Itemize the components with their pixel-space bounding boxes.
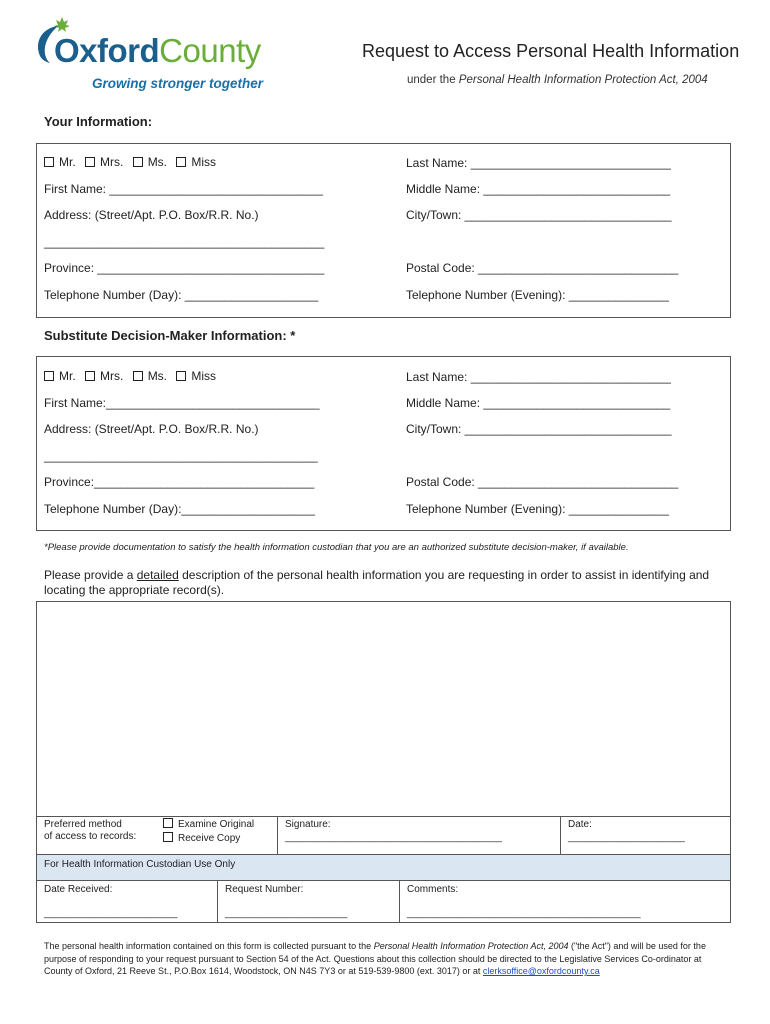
province-field[interactable]: Province: __________________________________ — [44, 261, 325, 275]
checkbox-ms[interactable] — [133, 157, 143, 167]
address-label: Address: (Street/Apt. P.O. Box/R.R. No.) — [44, 208, 259, 222]
middle-name-field[interactable]: Middle Name: ____________________________ — [406, 182, 671, 196]
telephone-day-field[interactable]: Telephone Number (Day): ____________________ — [44, 288, 319, 302]
postal-code-field[interactable]: Postal Code: ______________________________ — [406, 261, 679, 275]
first-name-field[interactable]: First Name: ________________________________ — [44, 182, 323, 196]
sdm-address-field[interactable]: _________________________________________ — [44, 449, 318, 463]
description-textarea[interactable] — [37, 602, 730, 816]
checkbox-mr[interactable] — [44, 157, 54, 167]
access-options: Examine Original Receive Copy — [163, 818, 254, 845]
comments-label: Comments: — [407, 884, 459, 895]
address-field[interactable]: __________________________________________ — [44, 235, 325, 249]
sdm-first-name-field[interactable]: First Name:________________________________ — [44, 396, 320, 410]
sdm-province-field[interactable]: Province:_________________________________ — [44, 475, 315, 489]
divider — [399, 881, 400, 923]
sdm-last-name-field[interactable]: Last Name: ______________________________ — [406, 370, 671, 384]
date-field[interactable]: _____________________ — [568, 832, 685, 843]
receive-copy-checkbox[interactable] — [163, 832, 173, 842]
signature-label: Signature: — [285, 819, 331, 830]
sdm-city-field[interactable]: City/Town: _______________________________ — [406, 422, 672, 436]
sdm-telephone-day-field[interactable]: Telephone Number (Day):____________________ — [44, 502, 315, 516]
last-name-field[interactable]: Last Name: ______________________________ — [406, 156, 671, 170]
divider — [36, 816, 731, 817]
examine-original-checkbox[interactable] — [163, 818, 173, 828]
form-subtitle: under the Personal Health Information Protection Act, 2004 — [407, 74, 708, 86]
checkbox-miss[interactable] — [176, 157, 186, 167]
request-number-label: Request Number: — [225, 884, 304, 895]
sdm-heading: Substitute Decision-Maker Information: * — [44, 328, 296, 343]
comments-field[interactable]: __________________________________________ — [407, 908, 641, 919]
sdm-postal-code-field[interactable]: Postal Code: ______________________________ — [406, 475, 679, 489]
oxford-county-logo — [34, 16, 284, 96]
logo-tagline: Growing stronger together — [92, 76, 264, 91]
sdm-address-label: Address: (Street/Apt. P.O. Box/R.R. No.) — [44, 422, 259, 436]
sdm-telephone-evening-field[interactable]: Telephone Number (Evening): _______________ — [406, 502, 669, 516]
signature-field[interactable]: _______________________________________ — [285, 832, 502, 843]
sdm-note: *Please provide documentation to satisfy the health information custodian that you are an authorized substitute decision-maker, if available. — [44, 542, 629, 553]
checkbox-mrs[interactable] — [85, 157, 95, 167]
date-received-field[interactable]: ________________________ — [44, 908, 178, 919]
your-info-salutations: Mr. Mrs. Ms. Miss — [44, 155, 222, 169]
contact-email-link[interactable]: clerksoffice@oxfordcounty.ca — [482, 966, 600, 976]
city-field[interactable]: City/Town: _______________________________ — [406, 208, 672, 222]
date-received-label: Date Received: — [44, 884, 113, 895]
divider — [560, 816, 561, 854]
custodian-heading: For Health Information Custodian Use Only — [44, 859, 236, 870]
sdm-checkbox-mrs[interactable] — [85, 371, 95, 381]
privacy-notice: The personal health information contained on this form is collected pursuant to the Personal Health Information Protection Act, 2004 ("the Act") and will be used for the purpose of responding to your request pursuant to Section 54 of the Act. Questions about this collection should be directed to the Legislative Services Co-ordinator at County of Oxford, 21 Reeve St., P.O.Box 1614, Woodstock, ON N4S 7Y3 or at 519-539-9800 (ext. 3017) or at clerksoffice@oxfordcounty.ca — [44, 941, 706, 976]
date-label: Date: — [568, 819, 592, 830]
description-instructions: Please provide a detailed description of the personal health information you are requesting in order to assist in identifying and locating the appropriate record(s). — [44, 568, 710, 597]
sdm-checkbox-mr[interactable] — [44, 371, 54, 381]
sdm-middle-name-field[interactable]: Middle Name: ____________________________ — [406, 396, 671, 410]
divider — [217, 881, 218, 923]
access-method-label: Preferred method of access to records: — [44, 819, 137, 842]
sdm-checkbox-ms[interactable] — [133, 371, 143, 381]
sdm-checkbox-miss[interactable] — [176, 371, 186, 381]
logo-wordmark: OxfordCounty — [54, 32, 261, 69]
your-info-heading: Your Information: — [44, 114, 153, 129]
form-title: Request to Access Personal Health Information — [362, 41, 740, 61]
divider — [277, 816, 278, 854]
request-number-field[interactable]: ______________________ — [225, 908, 348, 919]
sdm-salutations: Mr. Mrs. Ms. Miss — [44, 369, 222, 383]
telephone-evening-field[interactable]: Telephone Number (Evening): _______________ — [406, 288, 669, 302]
